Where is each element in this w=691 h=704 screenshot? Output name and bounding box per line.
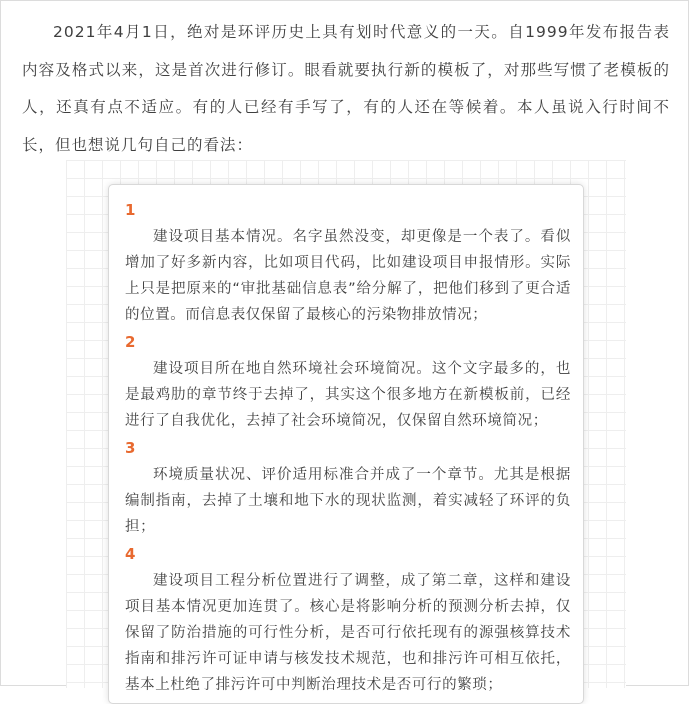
item-number: 4 [125, 545, 136, 563]
list-item [125, 199, 571, 328]
intro-paragraph: 2021年4月1日，绝对是环评历史上具有划时代意义的一天。自1999年发布报告表内容及格式以来，这是首次进行修订。眼看就要执行新的模板了，对那些写惯了老模板的人，还真有点不适应。有的人已经有手写了，有的人还在等候着。本人虽说入行时间不长，但也想说几句自己的看法： [22, 23, 670, 154]
item-text: 建设项目基本情况。名字虽然没变，却更像是一个表了。看似增加了好多新内容，比如项目代码，比如建设项目申报情形。实际上只是把原来的“审批基础信息表”给分解了，把他们移到了更合适的位置。而信息表仅保留了最核心的污染物排放情况； [125, 229, 571, 323]
item-text: 建设项目工程分析位置进行了调整，成了第二章，这样和建设项目基本情况更加连贯了。核心是将影响分析的预测分析去掉，仅保留了防治措施的可行性分析，是否可行依托现有的源强核算技术指南和排污许可证申请与核发技术规范，也和排污许可相互依托，基本上杜绝了排污许可中判断治理技术是否可行的繁琐； [125, 573, 571, 693]
item-text: 环境质量状况、评价适用标准合并成了一个章节。尤其是根据编制指南，去掉了土壤和地下水的现状监测，着实减轻了环评的负担； [125, 467, 571, 535]
list-item [125, 331, 571, 434]
list-card [108, 184, 584, 704]
list-item [125, 543, 571, 698]
list-item [125, 437, 571, 540]
item-number: 2 [125, 333, 136, 351]
item-number: 3 [125, 439, 136, 457]
item-text: 建设项目所在地自然环境社会环境简况。这个文字最多的，也是最鸡肋的章节终于去掉了，其实这个很多地方在新模板前，已经进行了自我优化，去掉了社会环境简况，仅保留自然环境简况； [125, 361, 571, 429]
item-number: 1 [125, 201, 136, 219]
